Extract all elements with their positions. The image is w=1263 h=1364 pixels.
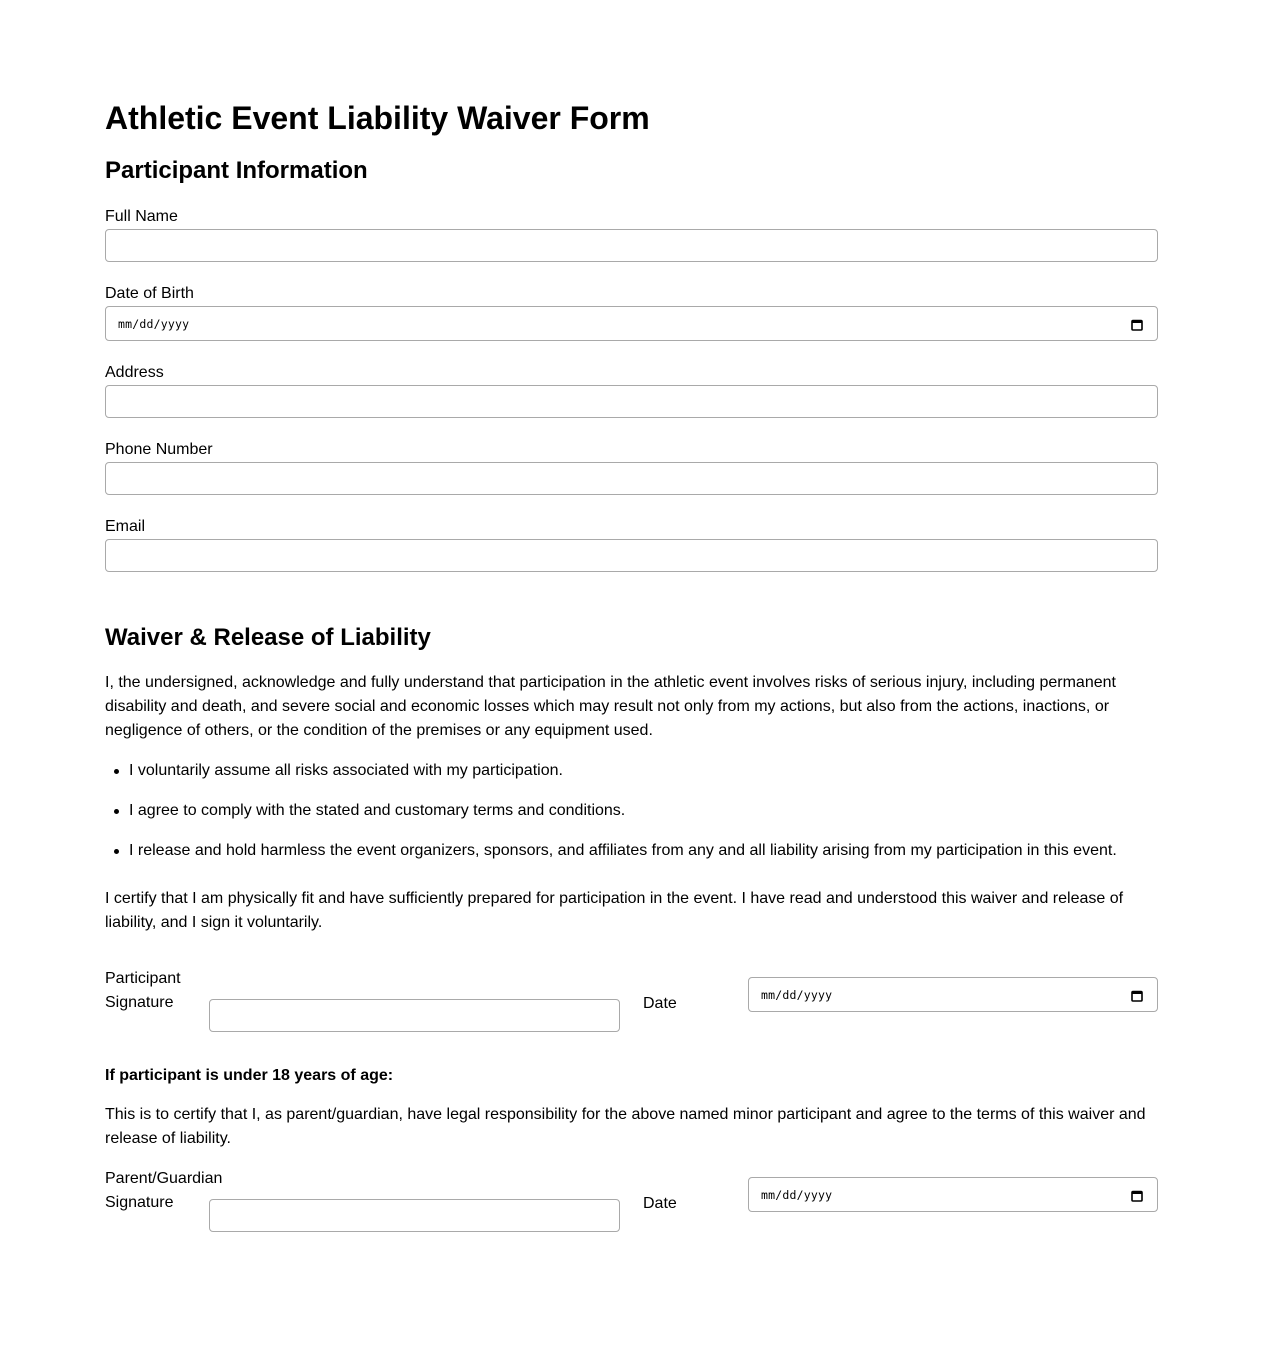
email-input[interactable] [105,539,1158,572]
participant-date-input[interactable] [748,977,1158,1012]
email-label: Email [105,518,146,535]
date-of-birth-placeholder: mm/dd/yyyy [118,316,190,331]
guardian-signature-input[interactable] [209,1199,620,1232]
calendar-icon[interactable] [1131,1189,1143,1201]
phone-number-label: Phone Number [105,441,213,458]
guardian-certification-text: This is to certify that I, as parent/guardian, have legal responsibility for the above named minor participant and agree to the terms of this waiver and release of liability. [105,1106,1146,1147]
address-input[interactable] [105,385,1158,418]
guardian-date-input[interactable] [748,1177,1158,1212]
phone-number-input[interactable] [105,462,1158,495]
guardian-date-label: Date [643,1195,677,1212]
participant-date-label: Date [643,995,677,1012]
full-name-input[interactable] [105,229,1158,262]
date-of-birth-input[interactable] [105,306,1158,341]
date-of-birth-label: Date of Birth [105,285,194,302]
calendar-icon[interactable] [1131,318,1143,330]
waiver-intro-text: I, the undersigned, acknowledge and fully understand that participation in the athletic event involves risks of serious injury, including permanent disability and death, and severe social and economic losses which may result not only from my actions, but also from the actions, inactions, or negligence of others, or the condition of the premises or any equipment used. [105,674,1116,739]
participant-date-placeholder: mm/dd/yyyy [761,987,833,1002]
guardian-date-placeholder: mm/dd/yyyy [761,1187,833,1202]
calendar-icon[interactable] [1131,989,1143,1001]
waiver-terms-list [105,761,1158,881]
list-item: I voluntarily assume all risks associated with my participation. [105,761,1158,801]
page-title: Athletic Event Liability Waiver Form [105,100,650,136]
participant-signature-input[interactable] [209,999,620,1032]
bullet-icon [114,809,119,814]
participant-info-heading: Participant Information [105,157,368,184]
list-item: I agree to comply with the stated and customary terms and conditions. [105,801,1158,841]
bullet-icon [114,849,119,854]
full-name-label: Full Name [105,208,178,225]
list-item: I release and hold harmless the event organizers, sponsors, and affiliates from any and all liability arising from my participation in this event. [105,841,1158,881]
certification-text: I certify that I am physically fit and have sufficiently prepared for participation in the event. I have read and understood this waiver and release of liability, and I sign it voluntarily. [105,890,1124,931]
participant-signature-label: Participant Signature [105,970,181,1011]
guardian-signature-label: Parent/Guardian Signature [105,1170,223,1211]
address-label: Address [105,364,164,381]
minor-section-heading: If participant is under 18 years of age: [105,1067,394,1084]
bullet-icon [114,769,119,774]
waiver-heading: Waiver & Release of Liability [105,624,431,651]
